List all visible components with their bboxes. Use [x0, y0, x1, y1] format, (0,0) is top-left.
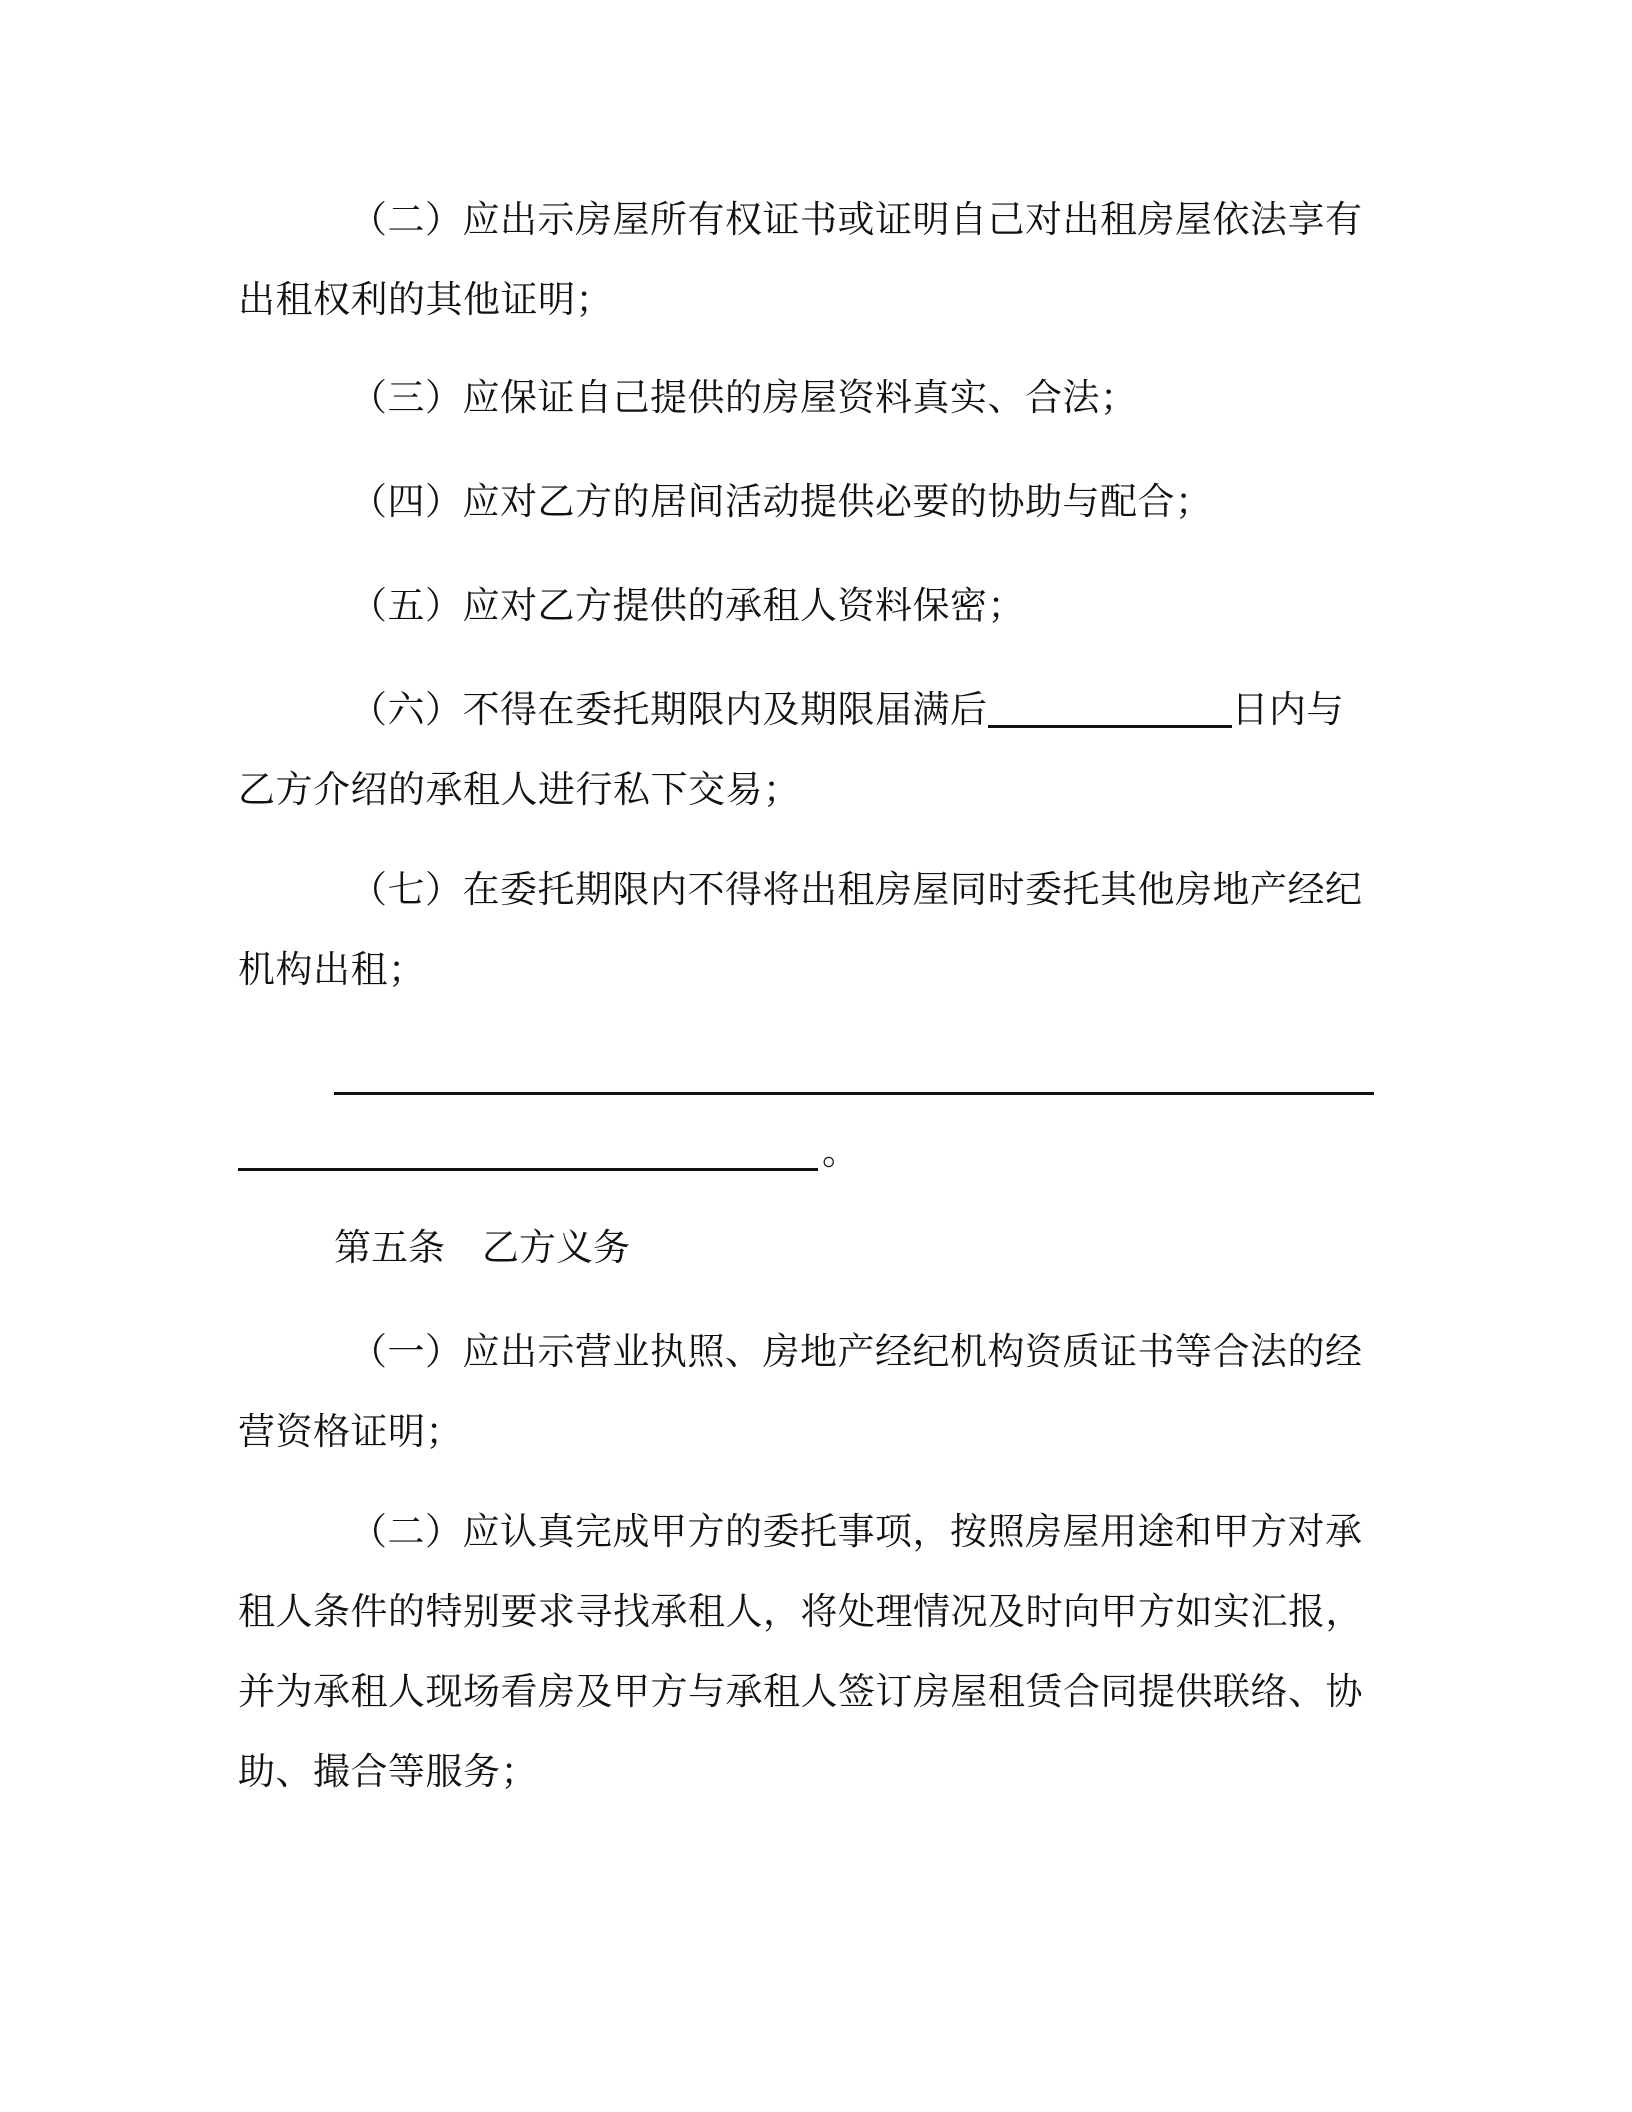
clause-4-item-2: （二）应出示房屋所有权证书或证明自己对出租房屋依法享有出租权利的其他证明； — [238, 198, 1363, 321]
clause-5-heading: 第五条 乙方义务 — [334, 1226, 630, 1269]
clause-4-item-5: （五）应对乙方提供的承租人资料保密； — [350, 584, 1025, 627]
clause-4-item-4: （四）应对乙方的居间活动提供必要的协助与配合； — [350, 480, 1213, 523]
blank-fill-line-2 — [238, 1168, 818, 1171]
clause-5-item-1: （一）应出示营业执照、房地产经纪机构资质证书等合法的经营资格证明； — [238, 1330, 1363, 1453]
clause-4-item-6-before: （六）不得在委托期限内及期限届满后 — [350, 688, 988, 731]
clause-4-item-7: （七）在委托期限内不得将出租房屋同时委托其他房地产经纪机构出租； — [238, 868, 1363, 991]
clause-5-item-2: （二）应认真完成甲方的委托事项，按照房屋用途和甲方对承租人条件的特别要求寻找承租人，将处理情况及时向甲方如实汇报，并为承租人现场看房及甲方与承租人签订房屋租赁合同提供联络、协助、撮合等服务； — [238, 1510, 1363, 1793]
blank-fill-period: 。 — [822, 1130, 859, 1173]
clause-4-item-3: （三）应保证自己提供的房屋资料真实、合法； — [350, 376, 1138, 419]
clause-4-item-6-blank — [988, 685, 1232, 728]
clause-4-item-6 — [238, 670, 1374, 830]
blank-fill-line-1 — [334, 1092, 1374, 1095]
clause-4-item-6-after: 日内与乙方介绍的承租人进行私下交易； — [238, 688, 1344, 811]
